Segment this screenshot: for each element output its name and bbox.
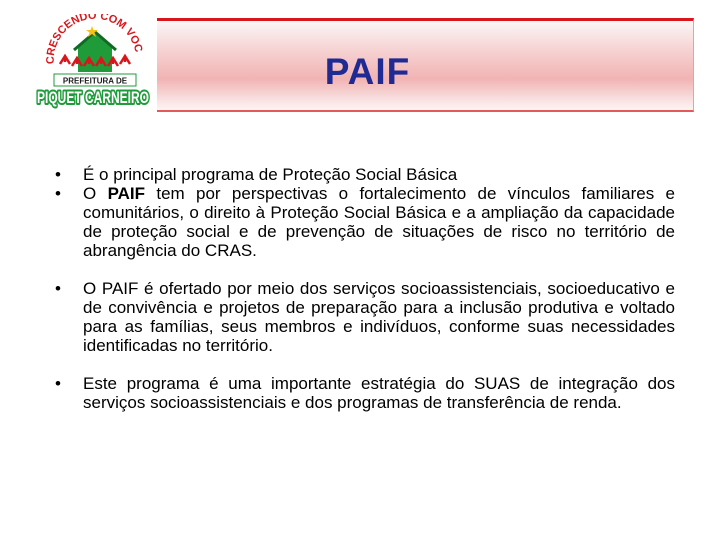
- bullet-item: [55, 279, 675, 355]
- bullet-emphasis: PAIF: [107, 184, 146, 203]
- logo-arc-text: CRESCENDO COM VOC: [44, 14, 145, 65]
- bullet-text: Este programa é uma importante estratégia do SUAS de integração dos serviços socioassistenciais e dos programas de transferência de renda.: [83, 374, 675, 412]
- bullet-text: É o principal programa de Proteção Social Básica: [83, 165, 458, 184]
- logo-emblem: [34, 14, 152, 114]
- municipality-logo: [34, 14, 152, 114]
- bullet-text-rest: tem por perspectivas o fortalecimento de vínculos familiares e comunitários, o direito à Proteção Social Básica e a ampliação da capacidade de proteção social e de prevenção de situações de risco no território de abrangência do CRAS.: [83, 184, 676, 260]
- logo-name: PIQUET CARNEIRO: [37, 88, 149, 107]
- slide-title: PAIF: [324, 51, 411, 92]
- bullet-list: [55, 165, 675, 412]
- bullet-text: O PAIF é ofertado por meio dos serviços socioassistenciais, socioeducativo e de convivência e projetos de preparação para a inclusão produtiva e voltado para as famílias, seus membros e indivíduos, conforme suas necessidades identificadas no território.: [83, 279, 675, 355]
- logo-subtitle: PREFEITURA DE: [62, 76, 128, 86]
- bullet-item: [55, 165, 675, 184]
- bullet-item: [55, 184, 675, 260]
- bullet-text-lead: O: [83, 184, 108, 203]
- title-banner: [157, 18, 694, 112]
- bullet-item: [55, 374, 675, 412]
